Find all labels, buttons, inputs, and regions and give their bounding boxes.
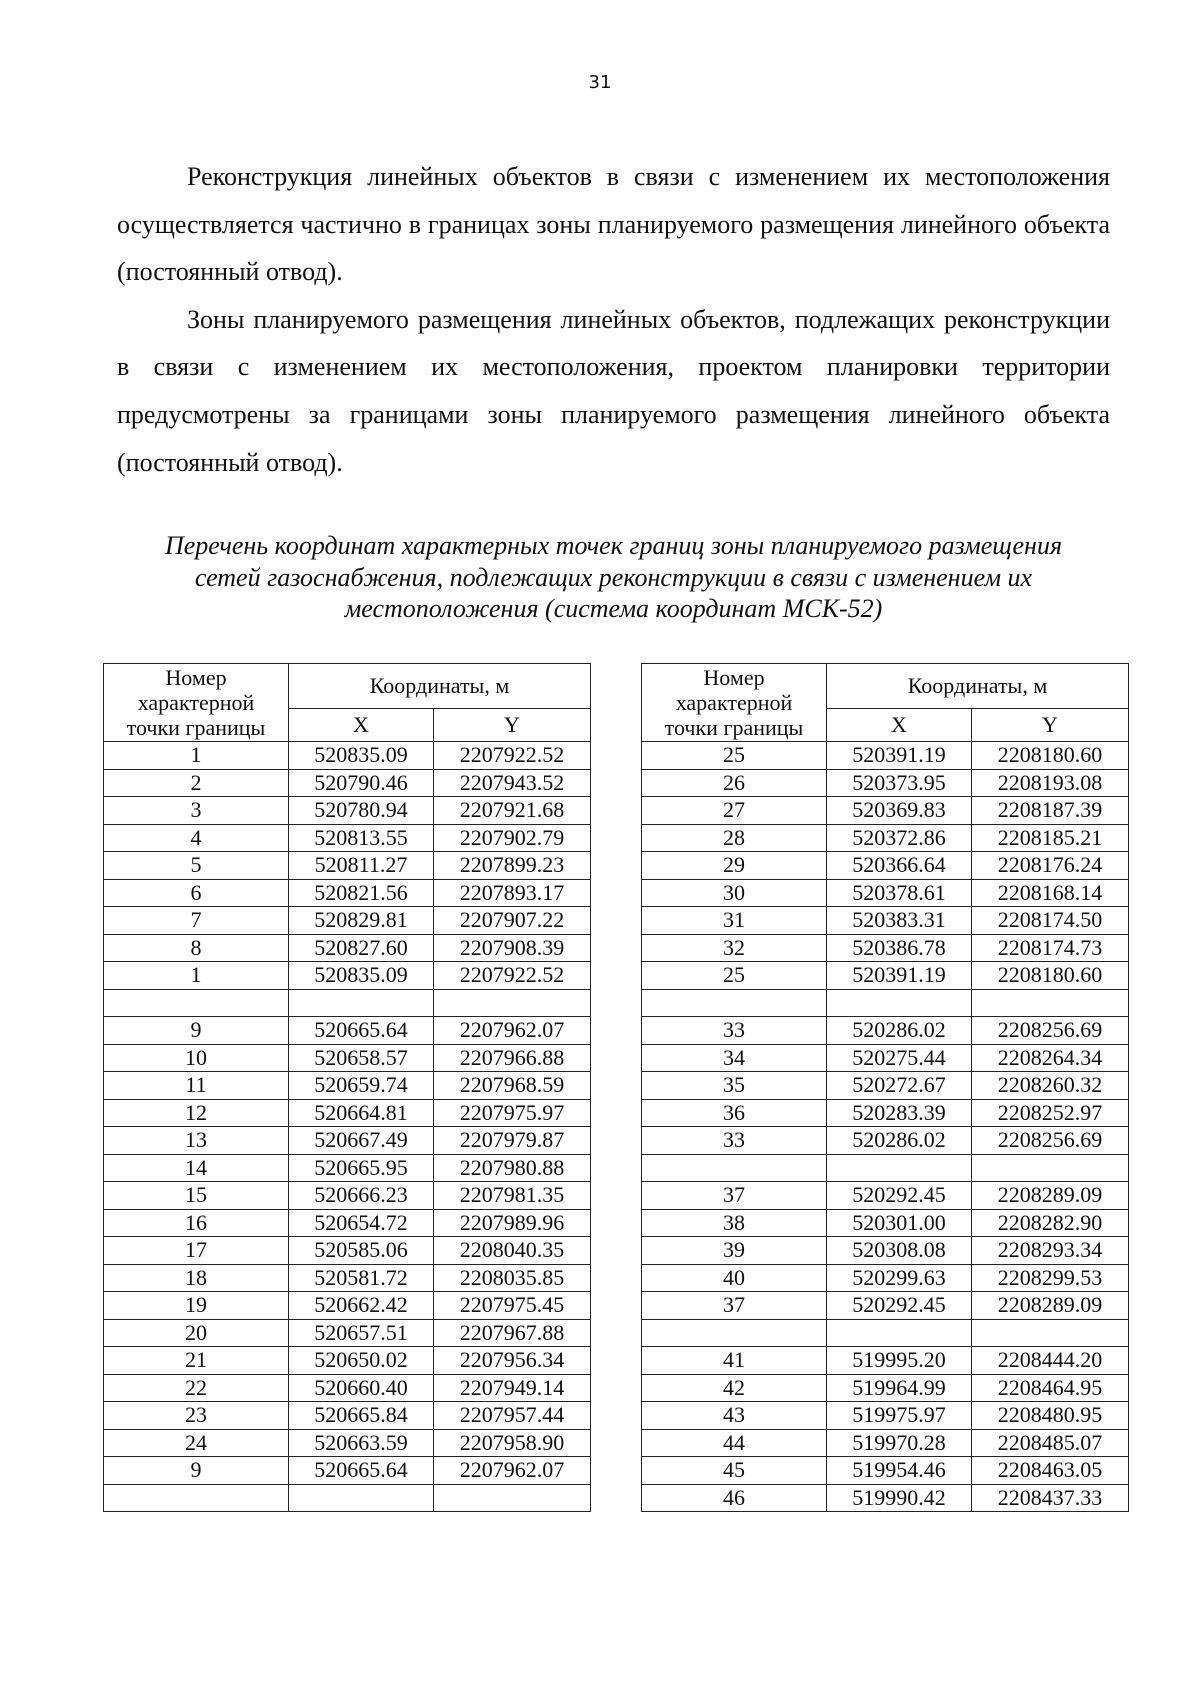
point-number-cell: 6: [104, 879, 289, 907]
y-coordinate-cell: 2207893.17: [434, 879, 591, 907]
table-row: [642, 1237, 1129, 1265]
table-row: [104, 1099, 591, 1127]
header-x: X: [827, 709, 972, 742]
table-row: [642, 1209, 1129, 1237]
caption-line-3: местоположения (система координат МСК-52): [344, 594, 883, 623]
body-text: [117, 153, 1110, 486]
point-number-cell: 38: [642, 1209, 827, 1237]
x-coordinate-cell: 520827.60: [289, 934, 434, 962]
y-coordinate-cell: 2208176.24: [972, 852, 1129, 880]
point-number-cell: 32: [642, 934, 827, 962]
point-number-cell: 16: [104, 1209, 289, 1237]
y-coordinate-cell: 2208187.39: [972, 797, 1129, 825]
point-number-cell: 43: [642, 1402, 827, 1430]
x-coordinate-cell: 520654.72: [289, 1209, 434, 1237]
x-coordinate-cell: 520663.59: [289, 1429, 434, 1457]
table-row: [642, 742, 1129, 770]
header-coordinates: Координаты, м: [827, 664, 1129, 709]
y-coordinate-cell: 2208289.09: [972, 1292, 1129, 1320]
x-coordinate-cell: 520372.86: [827, 824, 972, 852]
x-coordinate-cell: 520665.95: [289, 1154, 434, 1182]
table-row: [642, 824, 1129, 852]
point-number-cell: [642, 1319, 827, 1347]
x-coordinate-cell: 520659.74: [289, 1072, 434, 1100]
x-coordinate-cell: 520829.81: [289, 907, 434, 935]
y-coordinate-cell: 2208463.05: [972, 1457, 1129, 1485]
x-coordinate-cell: [289, 989, 434, 1017]
y-coordinate-cell: 2208264.34: [972, 1044, 1129, 1072]
y-coordinate-cell: 2207962.07: [434, 1457, 591, 1485]
y-coordinate-cell: 2208180.60: [972, 742, 1129, 770]
table-row: [104, 907, 591, 935]
point-number-cell: 39: [642, 1237, 827, 1265]
x-coordinate-cell: 520391.19: [827, 962, 972, 990]
y-coordinate-cell: 2208282.90: [972, 1209, 1129, 1237]
x-coordinate-cell: [827, 1319, 972, 1347]
point-number-cell: 1: [104, 962, 289, 990]
y-coordinate-cell: [972, 1154, 1129, 1182]
y-coordinate-cell: 2207943.52: [434, 769, 591, 797]
y-coordinate-cell: [434, 989, 591, 1017]
coordinates-table-right: [641, 663, 1129, 1512]
header-point-line-2: характерной: [675, 690, 793, 715]
y-coordinate-cell: [972, 1319, 1129, 1347]
y-coordinate-cell: 2208437.33: [972, 1484, 1129, 1512]
y-coordinate-cell: 2207968.59: [434, 1072, 591, 1100]
table-row: [642, 1347, 1129, 1375]
point-number-cell: [104, 989, 289, 1017]
point-number-cell: 35: [642, 1072, 827, 1100]
table-row: [642, 1154, 1129, 1182]
table-row: [642, 1292, 1129, 1320]
y-coordinate-cell: 2208035.85: [434, 1264, 591, 1292]
point-number-cell: 21: [104, 1347, 289, 1375]
point-number-cell: 31: [642, 907, 827, 935]
y-coordinate-cell: 2207922.52: [434, 962, 591, 990]
point-number-cell: 37: [642, 1292, 827, 1320]
x-coordinate-cell: [827, 1154, 972, 1182]
point-number-cell: 19: [104, 1292, 289, 1320]
point-number-cell: 9: [104, 1017, 289, 1045]
y-coordinate-cell: 2207967.88: [434, 1319, 591, 1347]
table-row: [104, 1402, 591, 1430]
header-point-number: [642, 664, 827, 742]
y-coordinate-cell: 2208174.73: [972, 934, 1129, 962]
x-coordinate-cell: 520835.09: [289, 962, 434, 990]
point-number-cell: 22: [104, 1374, 289, 1402]
header-x: X: [289, 709, 434, 742]
point-number-cell: 33: [642, 1127, 827, 1155]
y-coordinate-cell: 2208260.32: [972, 1072, 1129, 1100]
header-point-line-1: Номер: [703, 665, 765, 690]
table-row: [642, 879, 1129, 907]
table-row: [104, 1017, 591, 1045]
header-point-number: [104, 664, 289, 742]
x-coordinate-cell: 519995.20: [827, 1347, 972, 1375]
y-coordinate-cell: 2207975.45: [434, 1292, 591, 1320]
point-number-cell: 45: [642, 1457, 827, 1485]
x-coordinate-cell: 520662.42: [289, 1292, 434, 1320]
point-number-cell: 23: [104, 1402, 289, 1430]
page-number: 31: [588, 72, 612, 93]
y-coordinate-cell: 2207958.90: [434, 1429, 591, 1457]
x-coordinate-cell: 520272.67: [827, 1072, 972, 1100]
y-coordinate-cell: 2208444.20: [972, 1347, 1129, 1375]
y-coordinate-cell: 2208480.95: [972, 1402, 1129, 1430]
x-coordinate-cell: 520780.94: [289, 797, 434, 825]
y-coordinate-cell: 2208256.69: [972, 1017, 1129, 1045]
x-coordinate-cell: 520299.63: [827, 1264, 972, 1292]
x-coordinate-cell: 520286.02: [827, 1017, 972, 1045]
point-number-cell: 17: [104, 1237, 289, 1265]
point-number-cell: 3: [104, 797, 289, 825]
table-row: [104, 1347, 591, 1375]
y-coordinate-cell: 2208256.69: [972, 1127, 1129, 1155]
table-row: [104, 989, 591, 1017]
point-number-cell: 1: [104, 742, 289, 770]
y-coordinate-cell: 2208174.50: [972, 907, 1129, 935]
table-row: [642, 769, 1129, 797]
point-number-cell: 4: [104, 824, 289, 852]
x-coordinate-cell: 520292.45: [827, 1182, 972, 1210]
x-coordinate-cell: 519964.99: [827, 1374, 972, 1402]
point-number-cell: 10: [104, 1044, 289, 1072]
table-row: [104, 1484, 591, 1512]
y-coordinate-cell: 2208180.60: [972, 962, 1129, 990]
x-coordinate-cell: 520821.56: [289, 879, 434, 907]
x-coordinate-cell: 520373.95: [827, 769, 972, 797]
x-coordinate-cell: 520666.23: [289, 1182, 434, 1210]
x-coordinate-cell: 519954.46: [827, 1457, 972, 1485]
x-coordinate-cell: 520383.31: [827, 907, 972, 935]
table-row: [104, 1237, 591, 1265]
x-coordinate-cell: 520811.27: [289, 852, 434, 880]
x-coordinate-cell: 520308.08: [827, 1237, 972, 1265]
point-number-cell: [642, 989, 827, 1017]
y-coordinate-cell: 2208040.35: [434, 1237, 591, 1265]
x-coordinate-cell: 520665.64: [289, 1017, 434, 1045]
point-number-cell: 8: [104, 934, 289, 962]
table-row: [642, 962, 1129, 990]
y-coordinate-cell: 2207921.68: [434, 797, 591, 825]
table-row: [642, 1182, 1129, 1210]
y-coordinate-cell: 2208293.34: [972, 1237, 1129, 1265]
point-number-cell: 11: [104, 1072, 289, 1100]
point-number-cell: 33: [642, 1017, 827, 1045]
point-number-cell: 7: [104, 907, 289, 935]
point-number-cell: [104, 1484, 289, 1512]
x-coordinate-cell: 520657.51: [289, 1319, 434, 1347]
point-number-cell: 27: [642, 797, 827, 825]
y-coordinate-cell: 2208464.95: [972, 1374, 1129, 1402]
header-point-line-3: точки границы: [664, 715, 804, 740]
point-number-cell: 2: [104, 769, 289, 797]
header-point-line-2: характерной: [137, 690, 255, 715]
x-coordinate-cell: [827, 989, 972, 1017]
table-caption: [117, 530, 1110, 625]
header-coordinates: Координаты, м: [289, 664, 591, 709]
x-coordinate-cell: 520813.55: [289, 824, 434, 852]
table-row: [642, 1319, 1129, 1347]
table-row: [104, 769, 591, 797]
x-coordinate-cell: 520790.46: [289, 769, 434, 797]
x-coordinate-cell: 519970.28: [827, 1429, 972, 1457]
point-number-cell: 5: [104, 852, 289, 880]
point-number-cell: 25: [642, 962, 827, 990]
x-coordinate-cell: 520835.09: [289, 742, 434, 770]
table-row: [104, 797, 591, 825]
table-row: [642, 1044, 1129, 1072]
point-number-cell: 37: [642, 1182, 827, 1210]
x-coordinate-cell: 520286.02: [827, 1127, 972, 1155]
x-coordinate-cell: 520292.45: [827, 1292, 972, 1320]
table-row: [104, 1182, 591, 1210]
x-coordinate-cell: 520658.57: [289, 1044, 434, 1072]
point-number-cell: 28: [642, 824, 827, 852]
table-row: [104, 1429, 591, 1457]
y-coordinate-cell: 2207922.52: [434, 742, 591, 770]
x-coordinate-cell: 520664.81: [289, 1099, 434, 1127]
table-row: [104, 1292, 591, 1320]
y-coordinate-cell: 2208168.14: [972, 879, 1129, 907]
point-number-cell: [642, 1154, 827, 1182]
y-coordinate-cell: 2207962.07: [434, 1017, 591, 1045]
y-coordinate-cell: 2207956.34: [434, 1347, 591, 1375]
paragraph-2: Зоны планируемого размещения линейных объектов, подлежащих реконструкции в связи с изменением их местоположения, проектом планировки территории предусмотрены за границами зоны планируемого размещения линейного объекта (постоянный отвод).: [117, 304, 1110, 477]
point-number-cell: 40: [642, 1264, 827, 1292]
x-coordinate-cell: 520301.00: [827, 1209, 972, 1237]
table-row: [642, 1017, 1129, 1045]
point-number-cell: 36: [642, 1099, 827, 1127]
table-row: [642, 1457, 1129, 1485]
y-coordinate-cell: 2208185.21: [972, 824, 1129, 852]
y-coordinate-cell: 2207902.79: [434, 824, 591, 852]
x-coordinate-cell: 520386.78: [827, 934, 972, 962]
point-number-cell: 12: [104, 1099, 289, 1127]
table-row: [104, 852, 591, 880]
table-left-body: [104, 742, 591, 1512]
table-row: [642, 1099, 1129, 1127]
header-y: Y: [434, 709, 591, 742]
point-number-cell: 26: [642, 769, 827, 797]
point-number-cell: 34: [642, 1044, 827, 1072]
x-coordinate-cell: 520391.19: [827, 742, 972, 770]
y-coordinate-cell: 2208252.97: [972, 1099, 1129, 1127]
table-row: [104, 1209, 591, 1237]
y-coordinate-cell: 2207966.88: [434, 1044, 591, 1072]
table-row: [642, 1402, 1129, 1430]
point-number-cell: 46: [642, 1484, 827, 1512]
x-coordinate-cell: 520585.06: [289, 1237, 434, 1265]
y-coordinate-cell: 2208485.07: [972, 1429, 1129, 1457]
y-coordinate-cell: 2207949.14: [434, 1374, 591, 1402]
y-coordinate-cell: 2208289.09: [972, 1182, 1129, 1210]
table-row: [104, 934, 591, 962]
x-coordinate-cell: 520660.40: [289, 1374, 434, 1402]
y-coordinate-cell: 2207975.97: [434, 1099, 591, 1127]
point-number-cell: 9: [104, 1457, 289, 1485]
point-number-cell: 14: [104, 1154, 289, 1182]
point-number-cell: 42: [642, 1374, 827, 1402]
table-row: [642, 797, 1129, 825]
x-coordinate-cell: 519975.97: [827, 1402, 972, 1430]
table-row: [104, 742, 591, 770]
table-row: [104, 1072, 591, 1100]
table-row: [104, 962, 591, 990]
x-coordinate-cell: 520283.39: [827, 1099, 972, 1127]
table-row: [642, 907, 1129, 935]
point-number-cell: 13: [104, 1127, 289, 1155]
coordinates-table-left: [103, 663, 591, 1512]
caption-line-1: Перечень координат характерных точек границ зоны планируемого размещения: [164, 531, 1063, 560]
y-coordinate-cell: 2208299.53: [972, 1264, 1129, 1292]
y-coordinate-cell: [434, 1484, 591, 1512]
y-coordinate-cell: 2207980.88: [434, 1154, 591, 1182]
table-row: [642, 1264, 1129, 1292]
table-right-body: [642, 742, 1129, 1512]
point-number-cell: 25: [642, 742, 827, 770]
y-coordinate-cell: 2207979.87: [434, 1127, 591, 1155]
x-coordinate-cell: 520275.44: [827, 1044, 972, 1072]
x-coordinate-cell: 520650.02: [289, 1347, 434, 1375]
table-row: [104, 1127, 591, 1155]
table-row: [642, 1072, 1129, 1100]
point-number-cell: 15: [104, 1182, 289, 1210]
table-row: [642, 1374, 1129, 1402]
table-row: [104, 1154, 591, 1182]
x-coordinate-cell: 520665.64: [289, 1457, 434, 1485]
x-coordinate-cell: 520665.84: [289, 1402, 434, 1430]
point-number-cell: 44: [642, 1429, 827, 1457]
point-number-cell: 20: [104, 1319, 289, 1347]
table-row: [104, 1319, 591, 1347]
header-y: Y: [972, 709, 1129, 742]
x-coordinate-cell: 520581.72: [289, 1264, 434, 1292]
table-row: [642, 1484, 1129, 1512]
y-coordinate-cell: [972, 989, 1129, 1017]
y-coordinate-cell: 2208193.08: [972, 769, 1129, 797]
table-row: [104, 1264, 591, 1292]
x-coordinate-cell: 519990.42: [827, 1484, 972, 1512]
table-row: [642, 852, 1129, 880]
table-row: [104, 1457, 591, 1485]
header-point-line-1: Номер: [165, 665, 227, 690]
x-coordinate-cell: 520378.61: [827, 879, 972, 907]
y-coordinate-cell: 2207907.22: [434, 907, 591, 935]
point-number-cell: 29: [642, 852, 827, 880]
x-coordinate-cell: 520667.49: [289, 1127, 434, 1155]
caption-line-2: сетей газоснабжения, подлежащих реконструкции в связи с изменением их: [194, 562, 1033, 592]
point-number-cell: 18: [104, 1264, 289, 1292]
x-coordinate-cell: 520369.83: [827, 797, 972, 825]
table-row: [642, 1127, 1129, 1155]
y-coordinate-cell: 2207957.44: [434, 1402, 591, 1430]
paragraph-1: Реконструкция линейных объектов в связи с изменением их местоположения осуществляется частично в границах зоны планируемого размещения линейного объекта (постоянный отвод).: [117, 162, 1110, 287]
table-row: [642, 934, 1129, 962]
table-row: [642, 1429, 1129, 1457]
y-coordinate-cell: 2207981.35: [434, 1182, 591, 1210]
header-point-line-3: точки границы: [126, 715, 266, 740]
point-number-cell: 30: [642, 879, 827, 907]
y-coordinate-cell: 2207989.96: [434, 1209, 591, 1237]
table-row: [642, 989, 1129, 1017]
x-coordinate-cell: [289, 1484, 434, 1512]
point-number-cell: 24: [104, 1429, 289, 1457]
table-row: [104, 1044, 591, 1072]
point-number-cell: 41: [642, 1347, 827, 1375]
table-row: [104, 1374, 591, 1402]
y-coordinate-cell: 2207908.39: [434, 934, 591, 962]
y-coordinate-cell: 2207899.23: [434, 852, 591, 880]
table-row: [104, 824, 591, 852]
x-coordinate-cell: 520366.64: [827, 852, 972, 880]
table-row: [104, 879, 591, 907]
